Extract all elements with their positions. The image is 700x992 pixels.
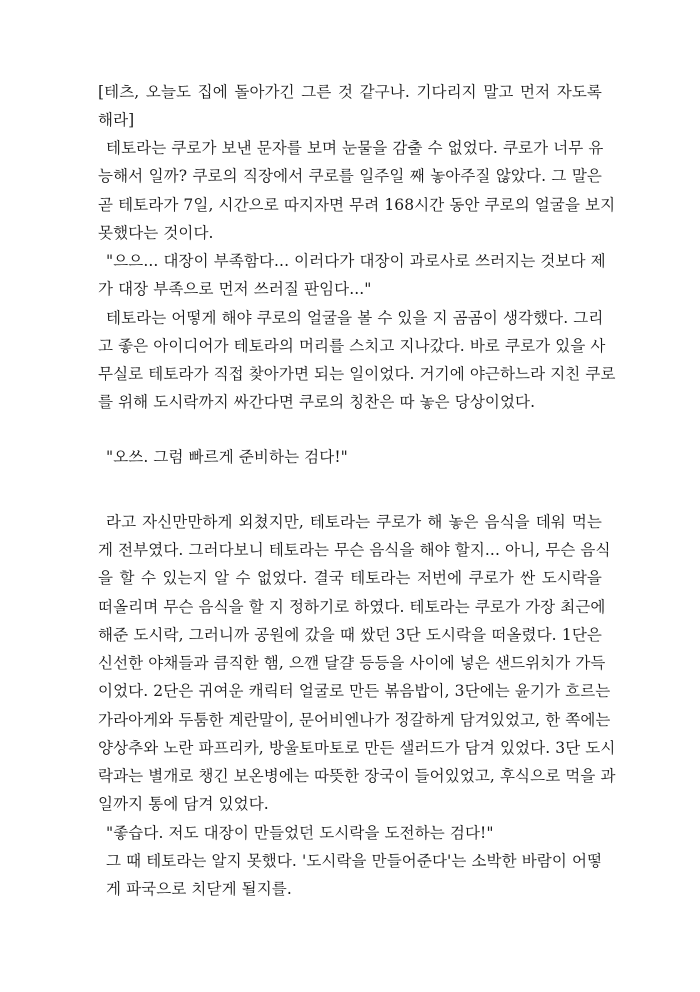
text-line: 양상추와 노란 파프리카, 방울토마토로 만든 샐러드가 담겨 있었다. 3단 도시 (98, 739, 616, 757)
text-line: 을 할 수 있는지 알 수 없었다. 결국 테토라는 저번에 쿠로가 싼 도시락을 (98, 569, 602, 587)
text-line: 무실로 테토라가 직접 찾아가면 되는 일이었다. 거기에 야근하느라 지친 쿠로 (98, 365, 616, 383)
text-line: 곧 테토라가 7일, 시간으로 따지자면 무려 168시간 동안 쿠로의 얼굴을 보지 (98, 196, 616, 214)
text-line: 가 대장 부족으로 먼저 쓰러질 판임다..." (98, 280, 372, 298)
text-line: 못했다는 것이다. (98, 224, 214, 242)
text-line: 떠올리며 무슨 음식을 할 지 정하기로 하였다. 테토라는 쿠로가 가장 최근에 (98, 598, 606, 616)
text-line: 그 때 테토라는 알지 못했다. '도시락을 만들어준다'는 소박한 바람이 어떻 (106, 852, 603, 870)
text-line: 가라아게와 두툼한 계란말이, 문어비엔나가 정갈하게 담겨있었고, 한 쪽에는 (98, 711, 611, 729)
text-line: 게 전부였다. 그러다보니 테토라는 무슨 음식을 해야 할지... 아니, 무슨 음식 (98, 541, 611, 559)
text-line: 테토라는 어떻게 해야 쿠로의 얼굴을 볼 수 있을 지 곰곰이 생각했다. 그리 (106, 309, 604, 327)
text-line: "으으... 대장이 부족함다... 이러다가 대장이 과로사로 쓰러지는 것보다 제 (106, 252, 606, 270)
text-line: 해라] (98, 111, 135, 129)
text-line: 해준 도시락, 그러니까 공원에 갔을 때 쌌던 3단 도시락을 떠올렸다. 1단은 (98, 626, 602, 644)
text-line: "오쓰. 그럼 빠르게 준비하는 검다!" (106, 448, 348, 466)
text-line: 라고 자신만만하게 외쳤지만, 테토라는 쿠로가 해 놓은 음식을 데워 먹는 (106, 513, 602, 531)
text-line: 능해서 일까? 쿠로의 직장에서 쿠로를 일주일 째 놓아주질 않았다. 그 말은 (98, 167, 602, 185)
text-line: 락과는 별개로 챙긴 보온병에는 따뜻한 장국이 들어있었고, 후식으로 먹을 과 (98, 767, 616, 785)
text-line: 테토라는 쿠로가 보낸 문자를 보며 눈물을 감출 수 없었다. 쿠로가 너무 유 (106, 139, 604, 157)
text-line: 를 위해 도시락까지 싸간다면 쿠로의 칭찬은 따 놓은 당상이었다. (98, 393, 536, 411)
text-line: "좋습다. 저도 대장이 만들었던 도시락을 도전하는 검다!" (106, 824, 494, 842)
text-line: 일까지 통에 담겨 있었다. (98, 795, 269, 813)
text-line: 게 파국으로 치닫게 될지를. (106, 880, 292, 898)
text-line: 신선한 야채들과 큼직한 햄, 으깬 달걀 등등을 사이에 넣은 샌드위치가 가득 (98, 654, 606, 672)
text-line: 고 좋은 아이디어가 테토라의 머리를 스치고 지나갔다. 바로 쿠로가 있을 사 (98, 337, 606, 355)
text-line: [테츠, 오늘도 집에 돌아가긴 그른 것 같구나. 기다리지 말고 먼저 자도록 (98, 83, 602, 101)
text-line: 이었다. 2단은 귀여운 캐릭터 얼굴로 만든 볶음밥이, 3단에는 윤기가 흐르는 (98, 682, 611, 700)
